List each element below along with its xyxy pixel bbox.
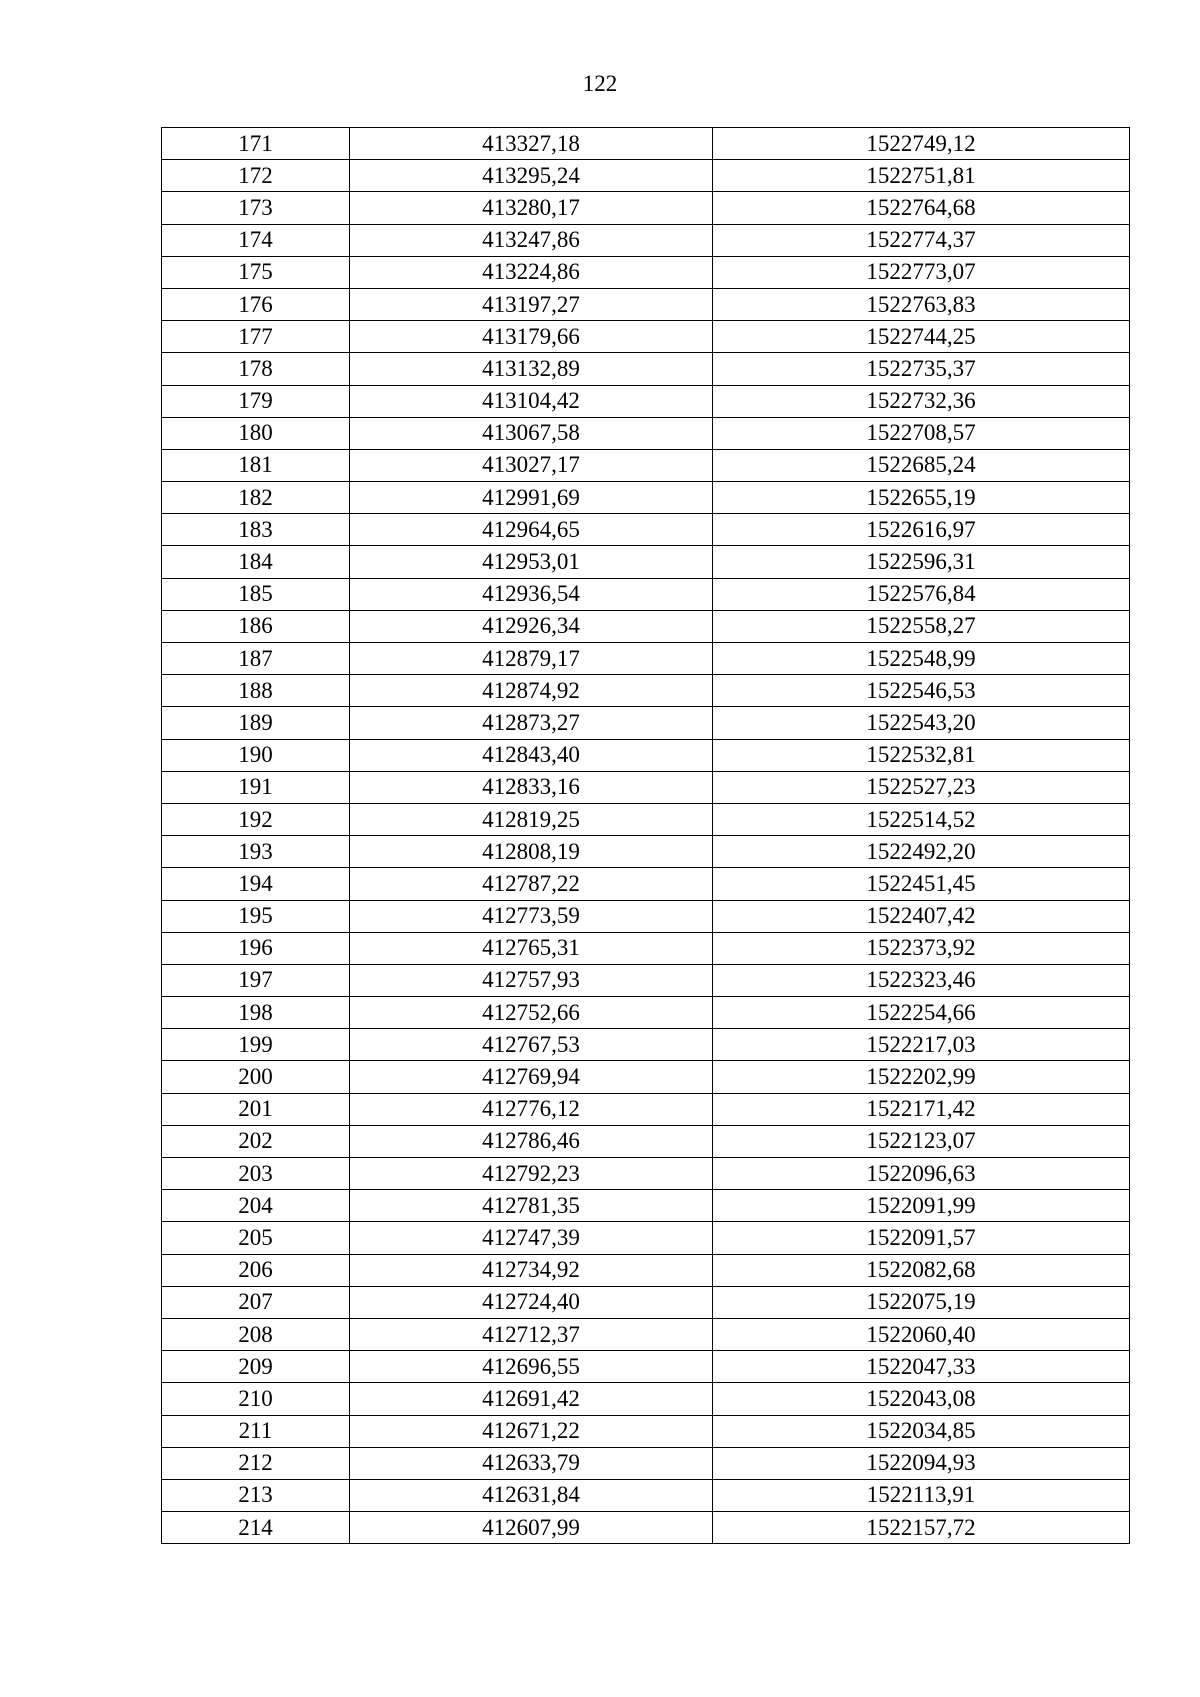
point-number-cell: 179 [162,385,350,417]
coordinates-table-body [162,128,1130,1544]
table-row [162,1190,1130,1222]
y-coordinate-cell: 1522075,19 [713,1286,1130,1318]
point-number-cell: 211 [162,1415,350,1447]
y-coordinate-cell: 1522546,53 [713,675,1130,707]
point-number-cell: 189 [162,707,350,739]
y-coordinate-cell: 1522763,83 [713,288,1130,320]
x-coordinate-cell: 412781,35 [350,1190,713,1222]
y-coordinate-cell: 1522764,68 [713,192,1130,224]
y-coordinate-cell: 1522047,33 [713,1351,1130,1383]
y-coordinate-cell: 1522043,08 [713,1383,1130,1415]
table-row [162,288,1130,320]
y-coordinate-cell: 1522323,46 [713,964,1130,996]
x-coordinate-cell: 412991,69 [350,482,713,514]
table-row [162,1125,1130,1157]
table-row [162,643,1130,675]
table-row [162,771,1130,803]
y-coordinate-cell: 1522171,42 [713,1093,1130,1125]
point-number-cell: 181 [162,449,350,481]
x-coordinate-cell: 412936,54 [350,578,713,610]
x-coordinate-cell: 413179,66 [350,321,713,353]
x-coordinate-cell: 412819,25 [350,803,713,835]
table-row [162,224,1130,256]
y-coordinate-cell: 1522744,25 [713,321,1130,353]
point-number-cell: 209 [162,1351,350,1383]
y-coordinate-cell: 1522407,42 [713,900,1130,932]
point-number-cell: 175 [162,256,350,288]
table-row [162,1383,1130,1415]
x-coordinate-cell: 412792,23 [350,1158,713,1190]
y-coordinate-cell: 1522094,93 [713,1447,1130,1479]
table-row [162,385,1130,417]
y-coordinate-cell: 1522548,99 [713,643,1130,675]
point-number-cell: 178 [162,353,350,385]
point-number-cell: 210 [162,1383,350,1415]
x-coordinate-cell: 412873,27 [350,707,713,739]
x-coordinate-cell: 412747,39 [350,1222,713,1254]
point-number-cell: 206 [162,1254,350,1286]
x-coordinate-cell: 413295,24 [350,160,713,192]
table-row [162,803,1130,835]
table-row [162,578,1130,610]
y-coordinate-cell: 1522217,03 [713,1029,1130,1061]
x-coordinate-cell: 412752,66 [350,997,713,1029]
y-coordinate-cell: 1522732,36 [713,385,1130,417]
table-row [162,482,1130,514]
y-coordinate-cell: 1522514,52 [713,803,1130,835]
point-number-cell: 201 [162,1093,350,1125]
x-coordinate-cell: 412767,53 [350,1029,713,1061]
y-coordinate-cell: 1522773,07 [713,256,1130,288]
point-number-cell: 196 [162,932,350,964]
y-coordinate-cell: 1522034,85 [713,1415,1130,1447]
table-row [162,1158,1130,1190]
table-row [162,964,1130,996]
point-number-cell: 214 [162,1512,350,1544]
x-coordinate-cell: 412724,40 [350,1286,713,1318]
x-coordinate-cell: 413027,17 [350,449,713,481]
x-coordinate-cell: 412765,31 [350,932,713,964]
table-row [162,739,1130,771]
table-row [162,836,1130,868]
table-row [162,1318,1130,1350]
y-coordinate-cell: 1522451,45 [713,868,1130,900]
x-coordinate-cell: 412773,59 [350,900,713,932]
x-coordinate-cell: 413197,27 [350,288,713,320]
table-row [162,1479,1130,1511]
table-row [162,932,1130,964]
table-row [162,514,1130,546]
point-number-cell: 194 [162,868,350,900]
x-coordinate-cell: 412776,12 [350,1093,713,1125]
table-row [162,256,1130,288]
y-coordinate-cell: 1522532,81 [713,739,1130,771]
y-coordinate-cell: 1522543,20 [713,707,1130,739]
table-row [162,128,1130,160]
x-coordinate-cell: 412691,42 [350,1383,713,1415]
y-coordinate-cell: 1522123,07 [713,1125,1130,1157]
point-number-cell: 190 [162,739,350,771]
point-number-cell: 202 [162,1125,350,1157]
point-number-cell: 192 [162,803,350,835]
y-coordinate-cell: 1522774,37 [713,224,1130,256]
x-coordinate-cell: 412879,17 [350,643,713,675]
x-coordinate-cell: 412633,79 [350,1447,713,1479]
x-coordinate-cell: 412926,34 [350,610,713,642]
table-row [162,675,1130,707]
x-coordinate-cell: 413224,86 [350,256,713,288]
y-coordinate-cell: 1522596,31 [713,546,1130,578]
x-coordinate-cell: 412607,99 [350,1512,713,1544]
x-coordinate-cell: 412696,55 [350,1351,713,1383]
x-coordinate-cell: 413327,18 [350,128,713,160]
page-number: 122 [582,71,618,96]
y-coordinate-cell: 1522492,20 [713,836,1130,868]
table-row [162,546,1130,578]
x-coordinate-cell: 412833,16 [350,771,713,803]
x-coordinate-cell: 413104,42 [350,385,713,417]
table-row [162,900,1130,932]
y-coordinate-cell: 1522373,92 [713,932,1130,964]
point-number-cell: 203 [162,1158,350,1190]
y-coordinate-cell: 1522527,23 [713,771,1130,803]
x-coordinate-cell: 412769,94 [350,1061,713,1093]
table-row [162,417,1130,449]
table-row [162,1029,1130,1061]
y-coordinate-cell: 1522091,99 [713,1190,1130,1222]
point-number-cell: 173 [162,192,350,224]
table-row [162,160,1130,192]
point-number-cell: 207 [162,1286,350,1318]
table-row [162,1093,1130,1125]
x-coordinate-cell: 412631,84 [350,1479,713,1511]
x-coordinate-cell: 413280,17 [350,192,713,224]
y-coordinate-cell: 1522082,68 [713,1254,1130,1286]
table-row [162,192,1130,224]
point-number-cell: 185 [162,578,350,610]
y-coordinate-cell: 1522096,63 [713,1158,1130,1190]
point-number-cell: 197 [162,964,350,996]
y-coordinate-cell: 1522749,12 [713,128,1130,160]
point-number-cell: 195 [162,900,350,932]
x-coordinate-cell: 413247,86 [350,224,713,256]
point-number-cell: 183 [162,514,350,546]
table-row [162,707,1130,739]
point-number-cell: 213 [162,1479,350,1511]
point-number-cell: 212 [162,1447,350,1479]
y-coordinate-cell: 1522254,66 [713,997,1130,1029]
y-coordinate-cell: 1522202,99 [713,1061,1130,1093]
x-coordinate-cell: 412843,40 [350,739,713,771]
table-row [162,321,1130,353]
table-row [162,1415,1130,1447]
y-coordinate-cell: 1522616,97 [713,514,1130,546]
point-number-cell: 174 [162,224,350,256]
point-number-cell: 188 [162,675,350,707]
table-row [162,868,1130,900]
table-row [162,449,1130,481]
x-coordinate-cell: 413132,89 [350,353,713,385]
table-row [162,1447,1130,1479]
table-row [162,1351,1130,1383]
x-coordinate-cell: 412964,65 [350,514,713,546]
x-coordinate-cell: 412671,22 [350,1415,713,1447]
table-row [162,1512,1130,1544]
point-number-cell: 208 [162,1318,350,1350]
point-number-cell: 187 [162,643,350,675]
point-number-cell: 200 [162,1061,350,1093]
y-coordinate-cell: 1522157,72 [713,1512,1130,1544]
table-row [162,997,1130,1029]
point-number-cell: 171 [162,128,350,160]
point-number-cell: 199 [162,1029,350,1061]
x-coordinate-cell: 412953,01 [350,546,713,578]
y-coordinate-cell: 1522655,19 [713,482,1130,514]
point-number-cell: 205 [162,1222,350,1254]
y-coordinate-cell: 1522060,40 [713,1318,1130,1350]
x-coordinate-cell: 412757,93 [350,964,713,996]
y-coordinate-cell: 1522558,27 [713,610,1130,642]
y-coordinate-cell: 1522708,57 [713,417,1130,449]
point-number-cell: 204 [162,1190,350,1222]
table-row [162,1061,1130,1093]
table-row [162,1254,1130,1286]
point-number-cell: 184 [162,546,350,578]
x-coordinate-cell: 413067,58 [350,417,713,449]
table-row [162,1222,1130,1254]
y-coordinate-cell: 1522576,84 [713,578,1130,610]
point-number-cell: 177 [162,321,350,353]
table-row [162,353,1130,385]
x-coordinate-cell: 412786,46 [350,1125,713,1157]
table-row [162,610,1130,642]
x-coordinate-cell: 412808,19 [350,836,713,868]
table-row [162,1286,1130,1318]
y-coordinate-cell: 1522113,91 [713,1479,1130,1511]
point-number-cell: 193 [162,836,350,868]
y-coordinate-cell: 1522685,24 [713,449,1130,481]
x-coordinate-cell: 412712,37 [350,1318,713,1350]
x-coordinate-cell: 412787,22 [350,868,713,900]
point-number-cell: 176 [162,288,350,320]
y-coordinate-cell: 1522091,57 [713,1222,1130,1254]
point-number-cell: 198 [162,997,350,1029]
y-coordinate-cell: 1522751,81 [713,160,1130,192]
point-number-cell: 172 [162,160,350,192]
coordinates-table [161,127,1130,1544]
x-coordinate-cell: 412874,92 [350,675,713,707]
point-number-cell: 191 [162,771,350,803]
point-number-cell: 182 [162,482,350,514]
x-coordinate-cell: 412734,92 [350,1254,713,1286]
y-coordinate-cell: 1522735,37 [713,353,1130,385]
point-number-cell: 180 [162,417,350,449]
point-number-cell: 186 [162,610,350,642]
